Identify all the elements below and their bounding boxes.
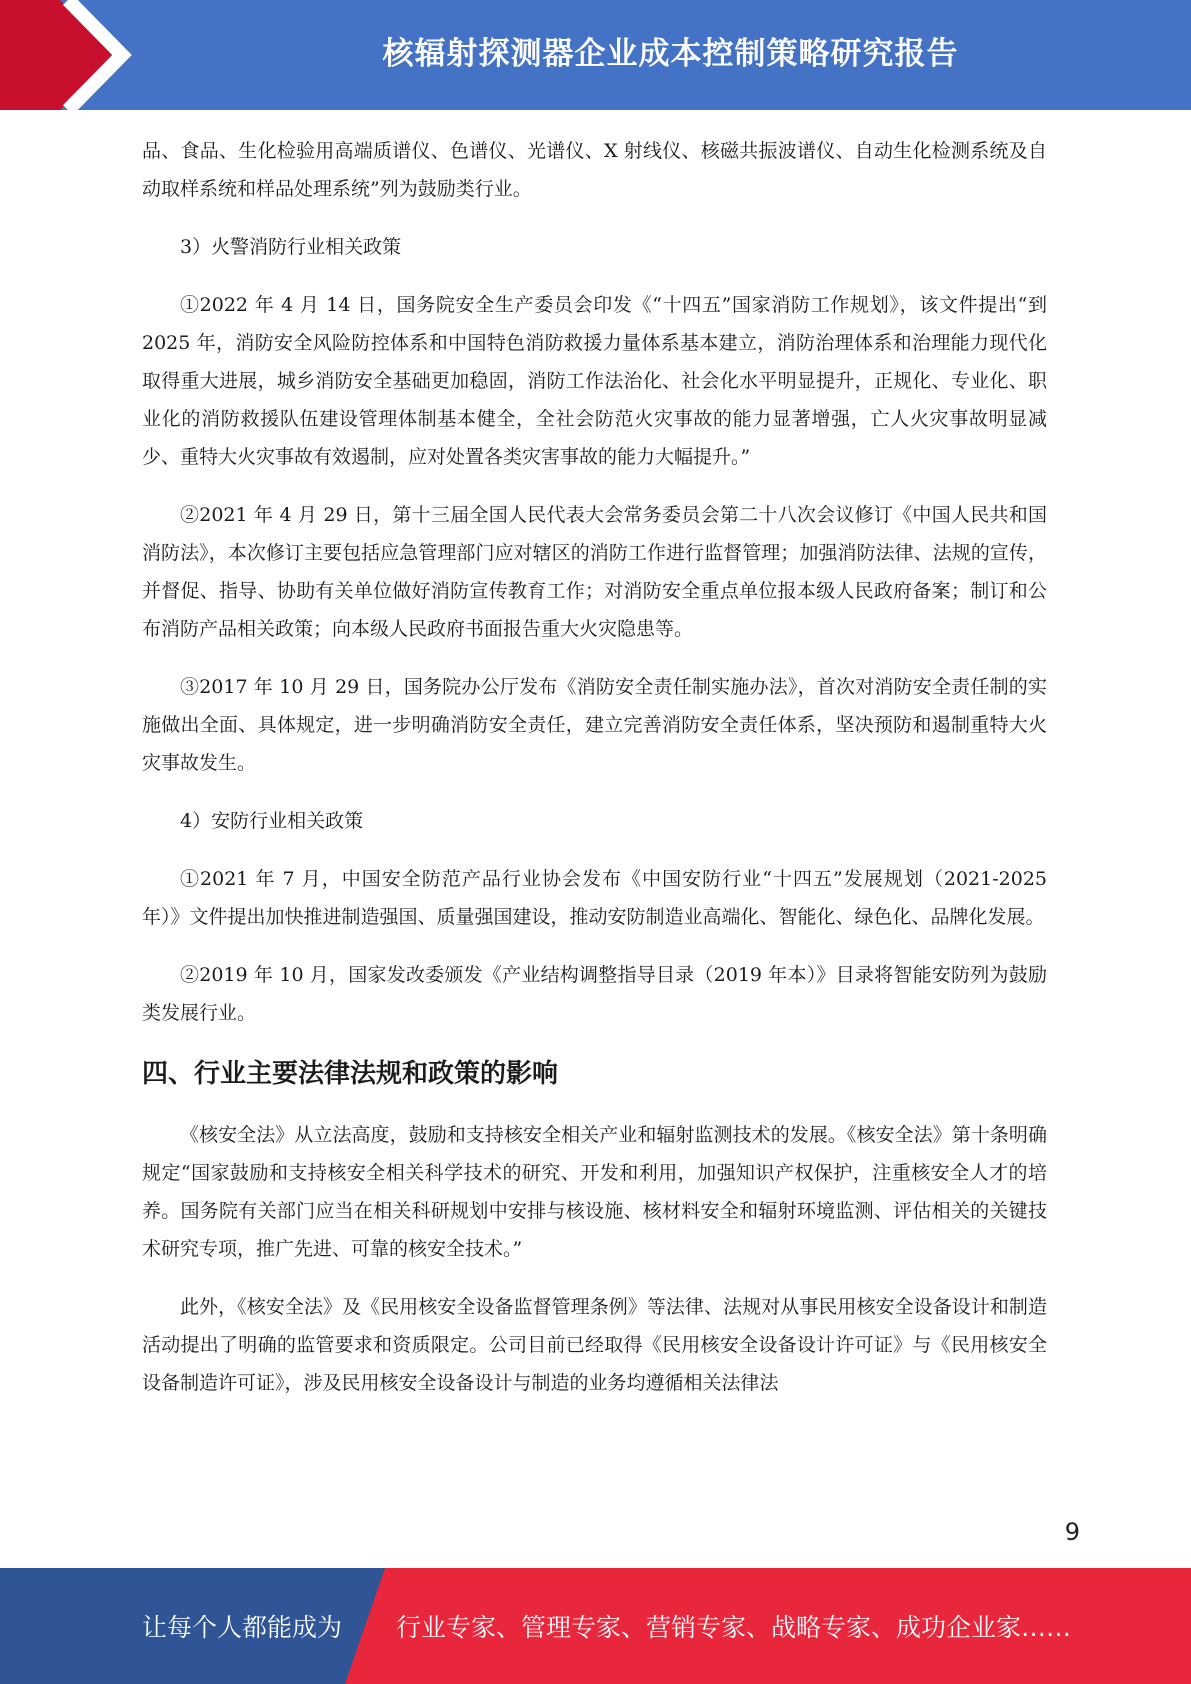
paragraph: ②2021 年 4 月 29 日，第十三届全国人民代表大会常务委员会第二十八次会议修订《中国人民共和国消防法》，本次修订主要包括应急管理部门应对辖区的消防工作进行监督管理；加强消防法律、法规的宣传，并督促、指导、协助有关单位做好消防宣传教育工作；对消防安全重点单位报本级人民政府备案；制订和公布消防产品相关政策；向本级人民政府书面报告重大火灾隐患等。	[142, 504, 1047, 640]
paragraph: ①2021 年 7 月，中国安全防范产品行业协会发布《中国安防行业“十四五”发展规划（2021-2025 年）》文件提出加快推进制造强国、质量强国建设，推动安防制造业高端化、智能化、绿色化、品牌化发展。	[142, 868, 1047, 928]
header-banner	[0, 0, 1191, 110]
footer-slogan-right: 行业专家、管理专家、营销专家、战略专家、成功企业家……	[396, 1613, 1072, 1642]
footer-banner	[0, 1568, 1191, 1684]
subsection-heading: 3）火警消防行业相关政策	[180, 236, 402, 258]
paragraph: 《核安全法》从立法高度，鼓励和支持核安全相关产业和辐射监测技术的发展。《核安全法》第十条明确规定“国家鼓励和支持核安全相关科学技术的研究、开发和利用，加强知识产权保护，注重核安全人才的培养。国务院有关部门应当在相关科研规划中安排与核设施、核材料安全和辐射环境监测、评估相关的关键技术研究专项，推广先进、可靠的核安全技术。”	[142, 1124, 1047, 1260]
paragraph: ③2017 年 10 月 29 日，国务院办公厅发布《消防安全责任制实施办法》，首次对消防安全责任制的实施做出全面、具体规定，进一步明确消防安全责任，建立完善消防安全责任体系，坚决预防和遏制重特大火灾事故发生。	[142, 676, 1047, 774]
page-number: 9	[1064, 1518, 1080, 1546]
paragraph: 此外，《核安全法》及《民用核安全设备监督管理条例》等法律、法规对从事民用核安全设备设计和制造活动提出了明确的监管要求和资质限定。公司目前已经取得《民用核安全设备设计许可证》与《民用核安全设备制造许可证》，涉及民用核安全设备设计与制造的业务均遵循相关法律法	[142, 1296, 1047, 1394]
section-heading: 四、行业主要法律法规和政策的影响	[142, 1059, 559, 1089]
report-title: 核辐射探测器企业成本控制策略研究报告	[382, 35, 959, 72]
paragraph: ②2019 年 10 月，国家发改委颁发《产业结构调整指导目录（2019 年本）》目录将智能安防列为鼓励类发展行业。	[142, 964, 1047, 1024]
document-body	[142, 132, 1047, 1402]
paragraph: ①2022 年 4 月 14 日，国务院安全生产委员会印发《“十四五”国家消防工作规划》，该文件提出“到 2025 年，消防安全风险防控体系和中国特色消防救援力量体系基本建立，消防治理体系和治理能力现代化取得重大进展，城乡消防安全基础更加稳固，消防工作法治化、社会化水平明显提升，正规化、专业化、职业化的消防救援队伍建设管理体制基本健全，全社会防范火灾事故的能力显著增强，亡人火灾事故明显减少、重特大火灾事故有效遏制，应对处置各类灾害事故的能力大幅提升。”	[142, 294, 1047, 468]
subsection-heading: 4）安防行业相关政策	[180, 810, 364, 832]
paragraph: 品、食品、生化检验用高端质谱仪、色谱仪、光谱仪、X 射线仪、核磁共振波谱仪、自动生化检测系统及自动取样系统和样品处理系统”列为鼓励类行业。	[142, 140, 1047, 200]
header-arrow-decoration	[0, 0, 150, 110]
footer-slogan-left: 让每个人都能成为	[142, 1613, 343, 1642]
